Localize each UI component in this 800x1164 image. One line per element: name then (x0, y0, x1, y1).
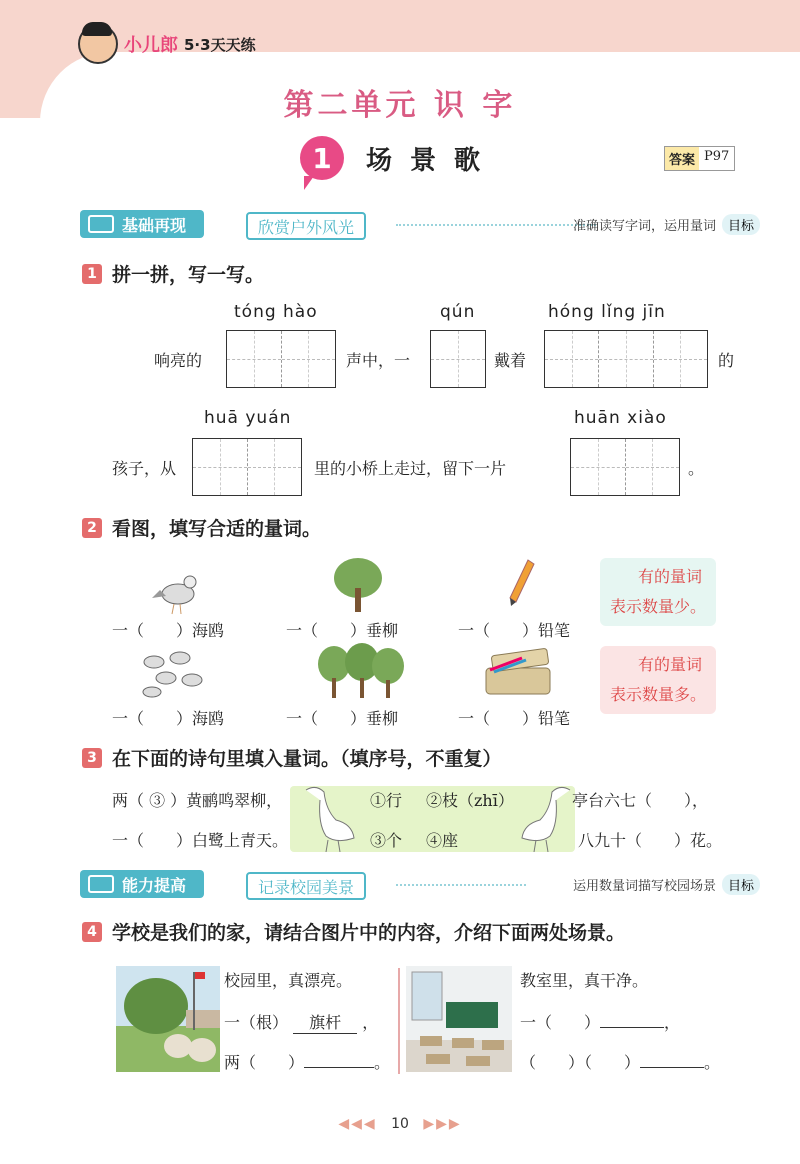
unit-title: 第二单元 识 字 (283, 88, 517, 123)
answer-page: P97 (704, 149, 730, 164)
fill-line[interactable]: 一（根） 旗杆 ， (224, 1010, 378, 1034)
fill-blank[interactable]: 一（ ）海鸥 (112, 621, 225, 640)
poem-line[interactable]: 八九十（ ）花。 (578, 831, 723, 850)
book-icon (88, 875, 114, 893)
question-1 (82, 260, 264, 287)
sentence-text: 声中，一 (346, 351, 411, 370)
pencil-box-image (482, 648, 554, 698)
question-number: 1 (82, 264, 102, 284)
fill-blank[interactable]: 一（ ）海鸥 (112, 709, 225, 728)
series-name: 5·3天天练 (184, 35, 256, 54)
sentence-text: 孩子，从 (112, 459, 177, 478)
question-title: 在下面的诗句里填入量词。（填序号，不重复） (112, 748, 502, 770)
fill-line[interactable]: 两（ ） 。 (224, 1053, 391, 1072)
sentence-text: 的 (718, 351, 735, 370)
question-2 (82, 514, 321, 541)
seagull-image (150, 568, 204, 616)
poem-line[interactable]: 一（ ）白鹭上青天。 (112, 831, 289, 850)
section-goal: 运用数量词描写校园场景 目标 (573, 874, 760, 895)
classroom-photo (406, 966, 512, 1072)
section-goal: 准确读写字词，运用量词 目标 (573, 214, 760, 235)
question-number: 2 (82, 518, 102, 538)
section-banner-basic (80, 210, 760, 240)
divider (396, 884, 526, 886)
pinyin: qún (440, 302, 476, 322)
question-number: 4 (82, 922, 102, 942)
divider (396, 224, 596, 226)
lesson-heading (300, 136, 498, 180)
seagulls-image (136, 644, 206, 700)
fill-blank[interactable]: 一（ ）垂柳 (286, 709, 399, 728)
page-number: 10 (391, 1116, 409, 1132)
lesson-number: 1 (300, 136, 344, 180)
fill-line[interactable]: （ ）（ ） 。 (520, 1053, 721, 1072)
sentence-text: 响亮的 (154, 351, 203, 370)
tip-many: 有的量词 表示数量多。 (600, 646, 716, 714)
answer-grid[interactable] (226, 330, 336, 388)
fill-line[interactable]: 一（ ） ， (520, 1013, 681, 1032)
section-tag: 基础再现 (80, 210, 204, 238)
section-subtitle: 记录校园美景 (246, 872, 366, 900)
answer-grid[interactable] (430, 330, 486, 388)
option: ①行 (370, 791, 403, 810)
scene-title-classroom: 教室里，真干净。 (520, 971, 649, 990)
sentence-text: 。 (688, 459, 705, 478)
option: ③个 (370, 831, 403, 850)
divider (398, 968, 400, 1074)
egret-image (296, 780, 366, 852)
question-4 (82, 918, 625, 945)
question-number: 3 (82, 748, 102, 768)
pinyin: tóng hào (234, 302, 318, 322)
question-3 (82, 744, 502, 771)
answer-label: 答案 (665, 147, 699, 170)
tip-few: 有的量词 表示数量少。 (600, 558, 716, 626)
fill-blank[interactable]: 一（ ）垂柳 (286, 621, 399, 640)
arrow-left-icon: ◀◀◀ (338, 1116, 377, 1132)
option: ④座 (426, 831, 459, 850)
sentence-text: 戴着 (494, 351, 527, 370)
arrow-right-icon: ▶▶▶ (423, 1116, 462, 1132)
question-title: 拼一拼，写一写。 (112, 264, 265, 286)
poem-line[interactable]: 亭台六七（ ）， (572, 791, 709, 810)
pencil-image (506, 558, 536, 608)
answer-grid[interactable] (192, 438, 302, 496)
mascot-icon (78, 24, 118, 64)
pinyin: huān xiào (574, 408, 667, 428)
answer-grid[interactable] (570, 438, 680, 496)
section-tag: 能力提高 (80, 870, 204, 898)
section-subtitle: 欣赏户外风光 (246, 212, 366, 240)
egret-image (510, 780, 580, 852)
question-title: 看图，填写合适的量词。 (112, 518, 322, 540)
fill-blank[interactable]: 一（ ）铅笔 (458, 621, 571, 640)
poem-line[interactable]: 两（ ③ ）黄鹂鸣翠柳， (112, 791, 283, 810)
willow-image (330, 556, 386, 614)
page-footer (0, 1116, 800, 1132)
sentence-text: 里的小桥上走过，留下一片 (314, 459, 507, 478)
campus-photo (116, 966, 220, 1072)
question-title: 学校是我们的家，请结合图片中的内容，介绍下面两处场景。 (112, 922, 626, 944)
willows-image (316, 642, 406, 700)
brand (78, 24, 256, 64)
section-banner-advanced (80, 870, 760, 900)
book-icon (88, 215, 114, 233)
scene-title-campus: 校园里，真漂亮。 (224, 971, 353, 990)
brand-logo: 小儿郎 (124, 35, 178, 56)
fill-blank[interactable]: 一（ ）铅笔 (458, 709, 571, 728)
pinyin: huā yuán (204, 408, 292, 428)
option: ②枝（zhī） (426, 791, 514, 810)
lesson-title: 场景歌 (366, 145, 499, 176)
answer-grid[interactable] (544, 330, 708, 388)
answer-ref (664, 146, 735, 171)
pinyin: hóng lǐng jīn (548, 302, 666, 322)
